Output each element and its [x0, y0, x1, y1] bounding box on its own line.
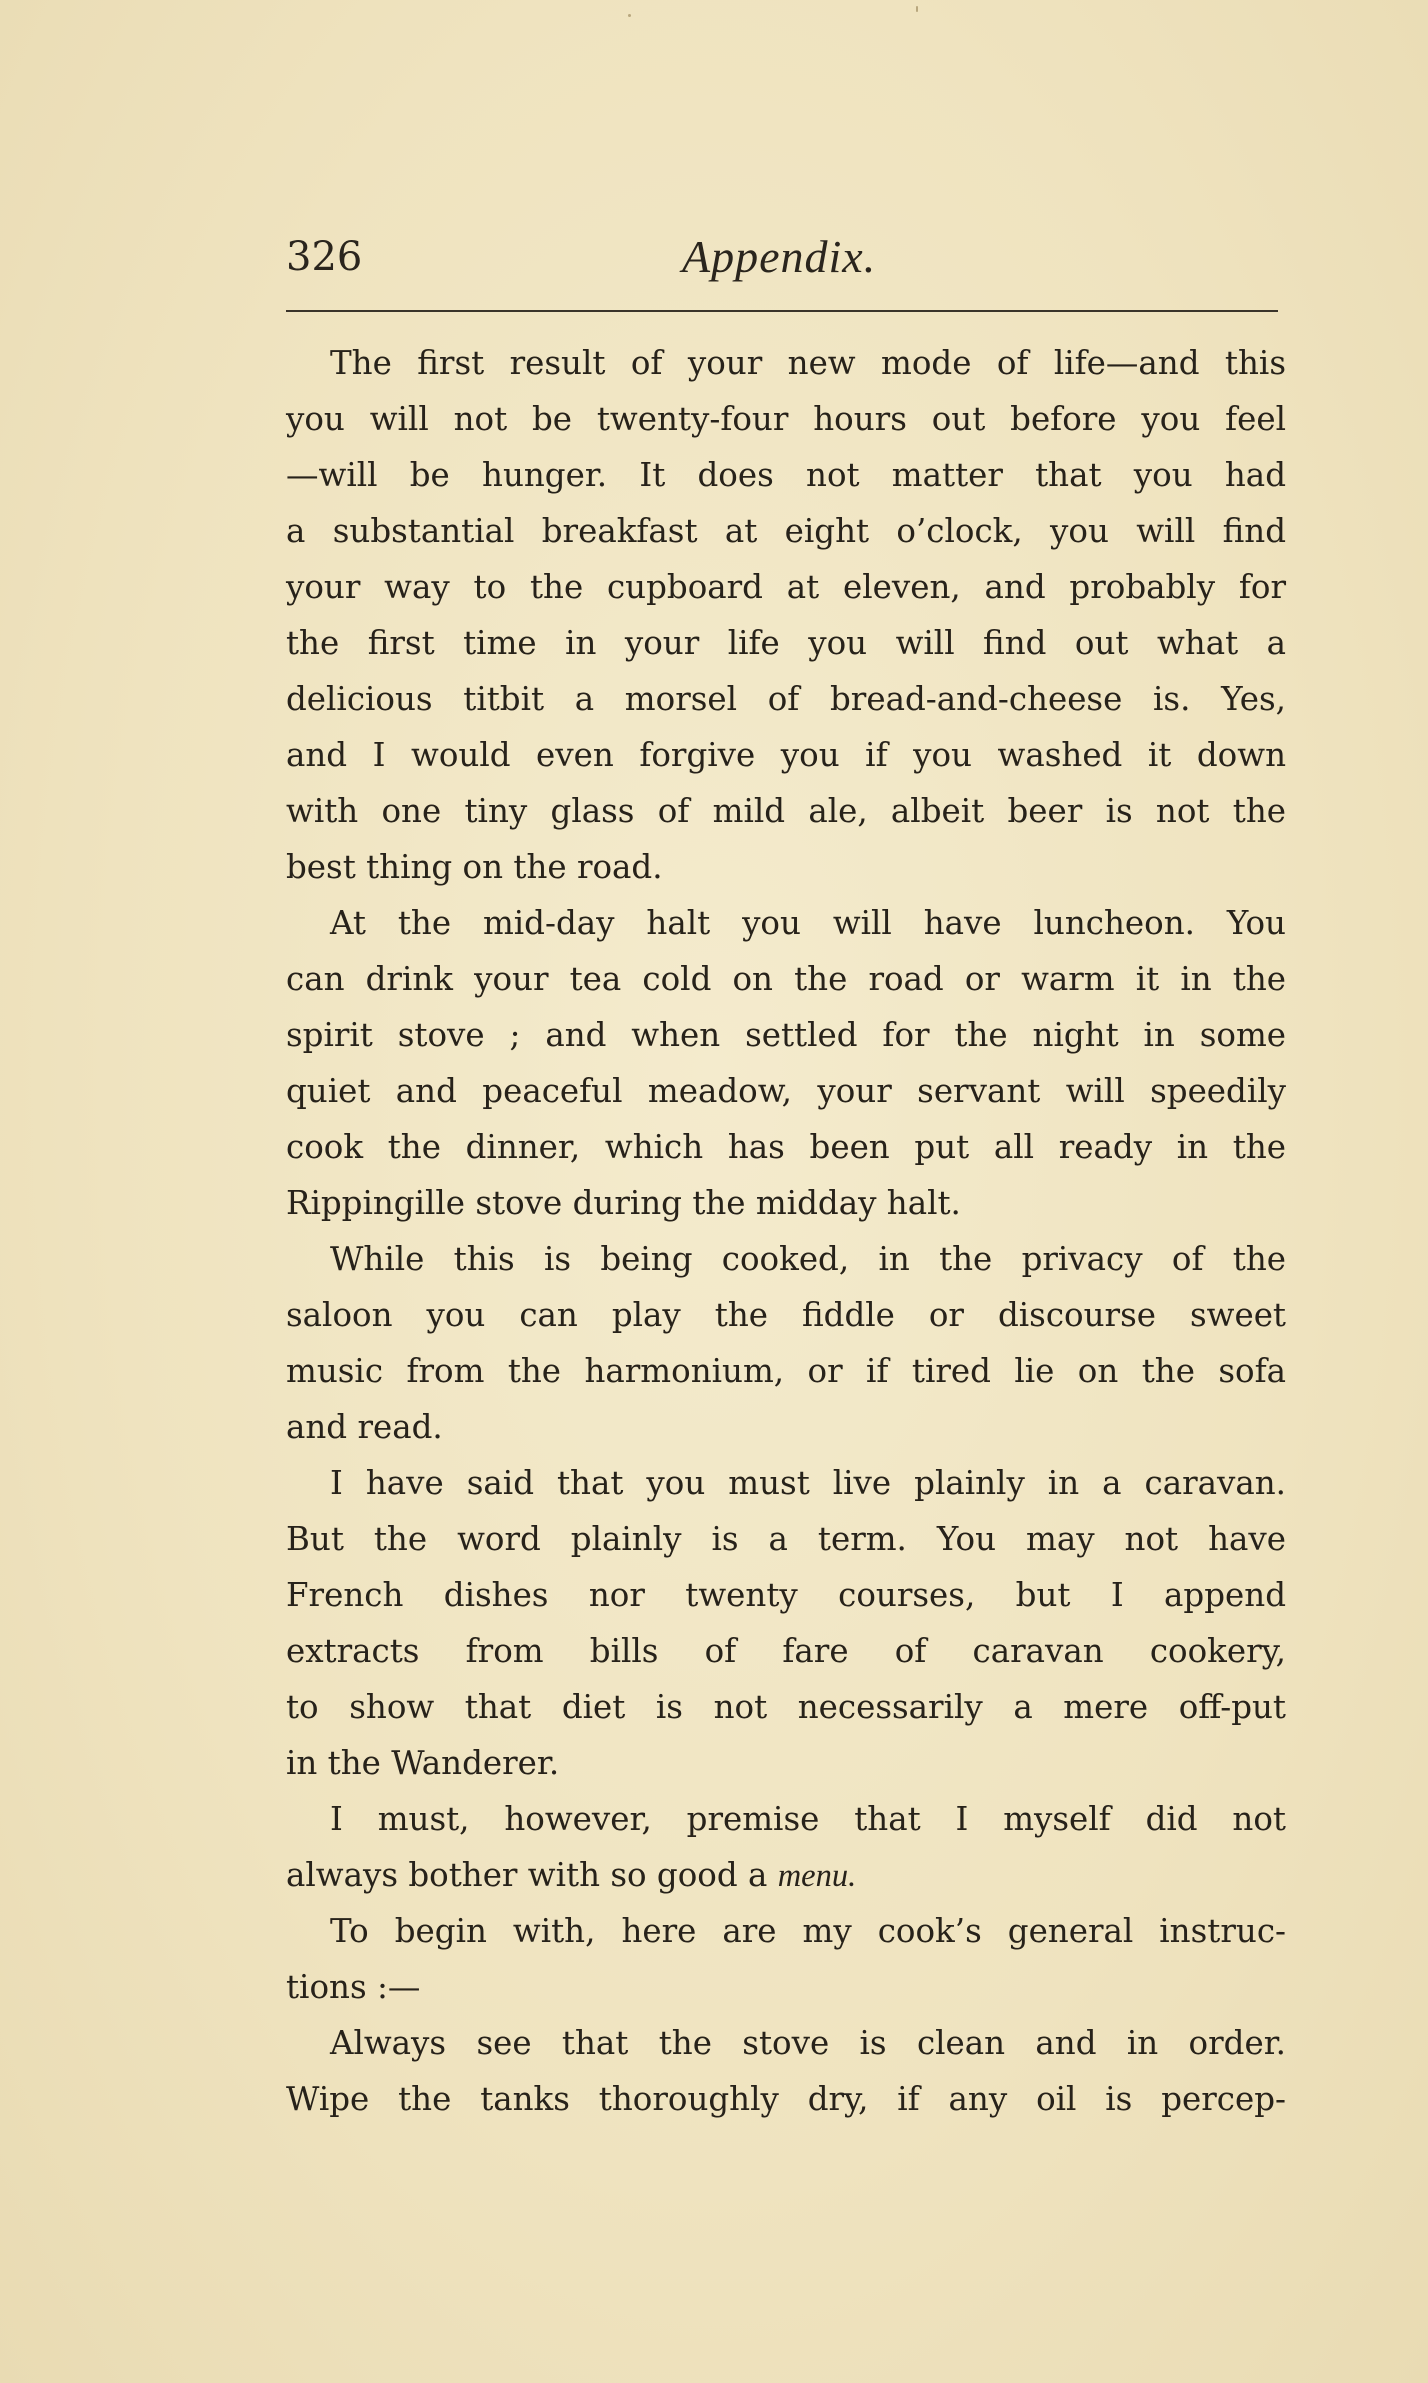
text-line: French dishes nor twenty courses, but I append [286, 1576, 1286, 1614]
text-line [286, 1847, 1286, 1903]
text-line: While this is being cooked, in the privacy of the [330, 1240, 1286, 1278]
text-line: saloon you can play the fiddle or discourse sweet [286, 1296, 1286, 1334]
text-line: The first result of your new mode of life—and this [330, 344, 1286, 382]
text-line: you will not be twenty-four hours out before you feel [286, 400, 1286, 438]
text-line: best thing on the road. [286, 848, 663, 886]
text-line: But the word plainly is a term. You may not have [286, 1520, 1286, 1558]
text-line: tions :— [286, 1968, 421, 2006]
text-line: quiet and peaceful meadow, your servant will speedily [286, 1072, 1286, 1110]
text-line: with one tiny glass of mild ale, albeit beer is not the [286, 792, 1286, 830]
running-title: Appendix. [682, 231, 877, 282]
text-line-start: always bother with so good a [286, 1856, 778, 1894]
text-line: spirit stove ; and when settled for the night in some [286, 1016, 1286, 1054]
text-line: Always see that the stove is clean and in order. [330, 2024, 1286, 2062]
text-line: and read. [286, 1408, 443, 1446]
text-line: can drink your tea cold on the road or warm it in the [286, 960, 1286, 998]
body-text [286, 335, 1286, 2127]
text-line: a substantial breakfast at eight o’clock, you will find [286, 512, 1286, 550]
text-line: I have said that you must live plainly in a caravan. [330, 1464, 1286, 1502]
header-rule [286, 310, 1278, 312]
text-line: and I would even forgive you if you washed it down [286, 736, 1286, 774]
text-line: your way to the cupboard at eleven, and probably for [286, 568, 1286, 606]
text-line: extracts from bills of fare of caravan cookery, [286, 1632, 1286, 1670]
text-line: Wipe the tanks thoroughly dry, if any oil is percep- [286, 2080, 1286, 2118]
paper-speck [628, 14, 631, 17]
text-line: to show that diet is not necessarily a mere off-put [286, 1688, 1286, 1726]
text-line: I must, however, premise that I myself did not [330, 1800, 1286, 1838]
text-line: Rippingille stove during the midday halt. [286, 1184, 961, 1222]
text-line: To begin with, here are my cook’s general instruc- [330, 1912, 1286, 1950]
page-header [286, 222, 1278, 292]
text-line: the first time in your life you will find out what a [286, 624, 1286, 662]
page-number: 326 [286, 234, 363, 280]
text-line: —will be hunger. It does not matter that you had [286, 456, 1286, 494]
italic-menu-word: menu. [777, 1858, 857, 1894]
paper-speck [916, 6, 918, 12]
text-line: delicious titbit a morsel of bread-and-cheese is. Yes, [286, 680, 1286, 718]
text-line: music from the harmonium, or if tired lie on the sofa [286, 1352, 1286, 1390]
text-line: in the Wanderer. [286, 1744, 560, 1782]
text-line: cook the dinner, which has been put all ready in the [286, 1128, 1286, 1166]
text-line: At the mid-day halt you will have luncheon. You [330, 904, 1286, 942]
